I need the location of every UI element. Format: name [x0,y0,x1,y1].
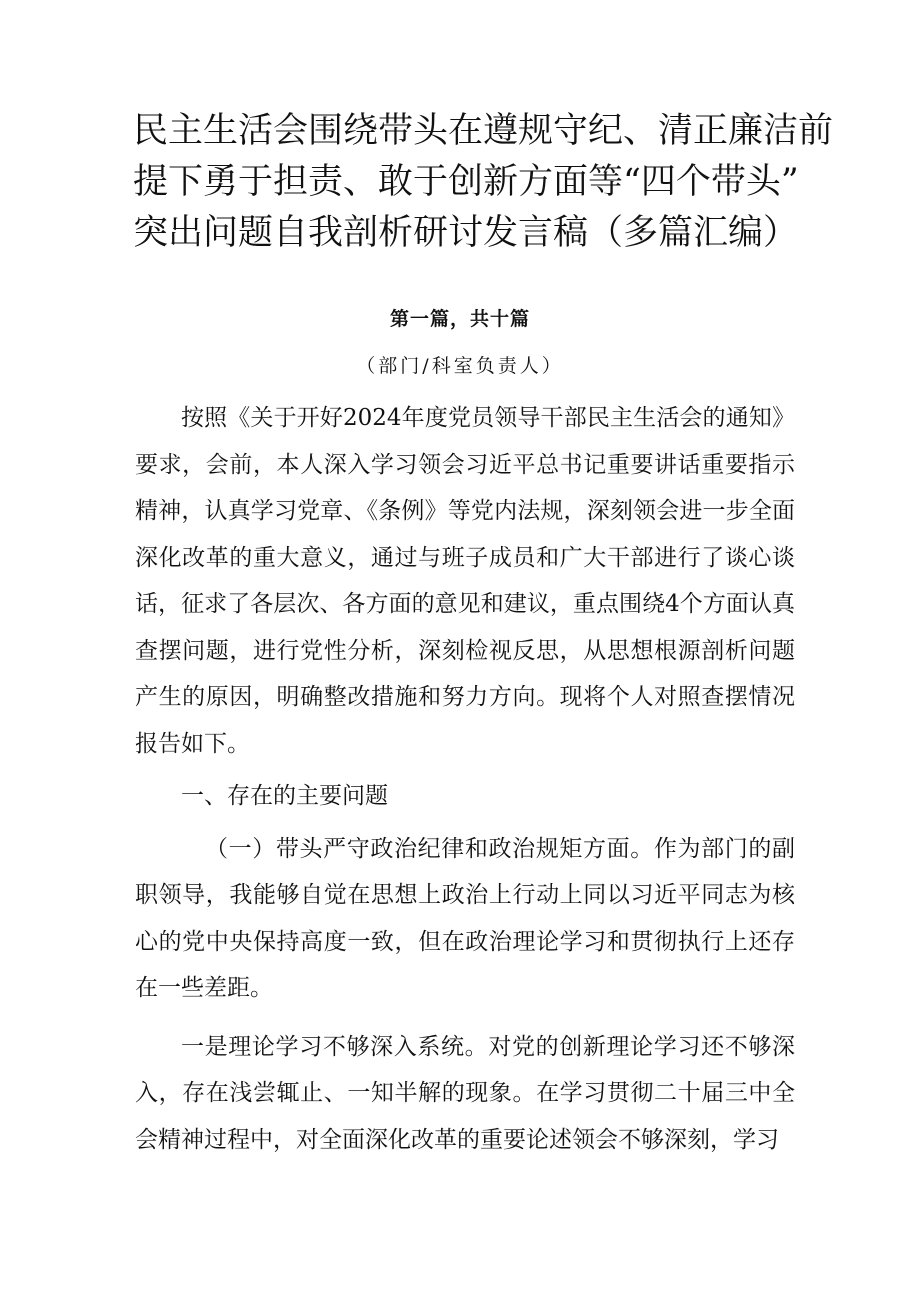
title-line-1: 民主生活会围绕带头在遵规守纪、清正廉洁前 [133,111,834,151]
author-role: （部门/科室负责人） [356,355,564,377]
section-paragraph: （一）带头严守政治纪律和政治规矩方面。作为部门的副职领导，我能够自觉在思想上政治上行动上同以习近平同志为核心的党中央保持高度一致，但在政治理论学习和贯彻执行上还存在一些差距。 [135,835,795,1001]
title-line-2: 提下勇于担责、敢于创新方面等“四个带头” [133,162,799,202]
document-body [135,395,795,1163]
intro-paragraph: 按照《关于开好2024年度党员领导干部民主生活会的通知》要求，会前，本人深入学习领会习近平总书记重要讲话重要指示精神，认真学习党章、《条例》等党内法规，深刻领会进一步全面深化改革的重大意义，通过与班子成员和广大干部进行了谈心谈话，征求了各层次、各方面的意见和建议，重点围绕4个方面认真查摆问题，进行党性分析，深刻检视反思，从思想根源剖析问题产生的原因，明确整改措施和努力方向。现将个人对照查摆情况报告如下。 [135,405,795,757]
document-title [133,106,834,259]
point-paragraph: 一是理论学习不够深入系统。对党的创新理论学习还不够深入，存在浅尝辄止、一知半解的现象。在学习贯彻二十届三中全会精神过程中，对全面深化改革的重要论述领会不够深刻，学习 [135,1033,795,1153]
part-label: 第一篇，共十篇 [389,308,530,330]
section-heading: 一、存在的主要问题 [181,783,388,809]
title-line-3: 突出问题自我剖析研讨发言稿（多篇汇编） [133,213,799,253]
